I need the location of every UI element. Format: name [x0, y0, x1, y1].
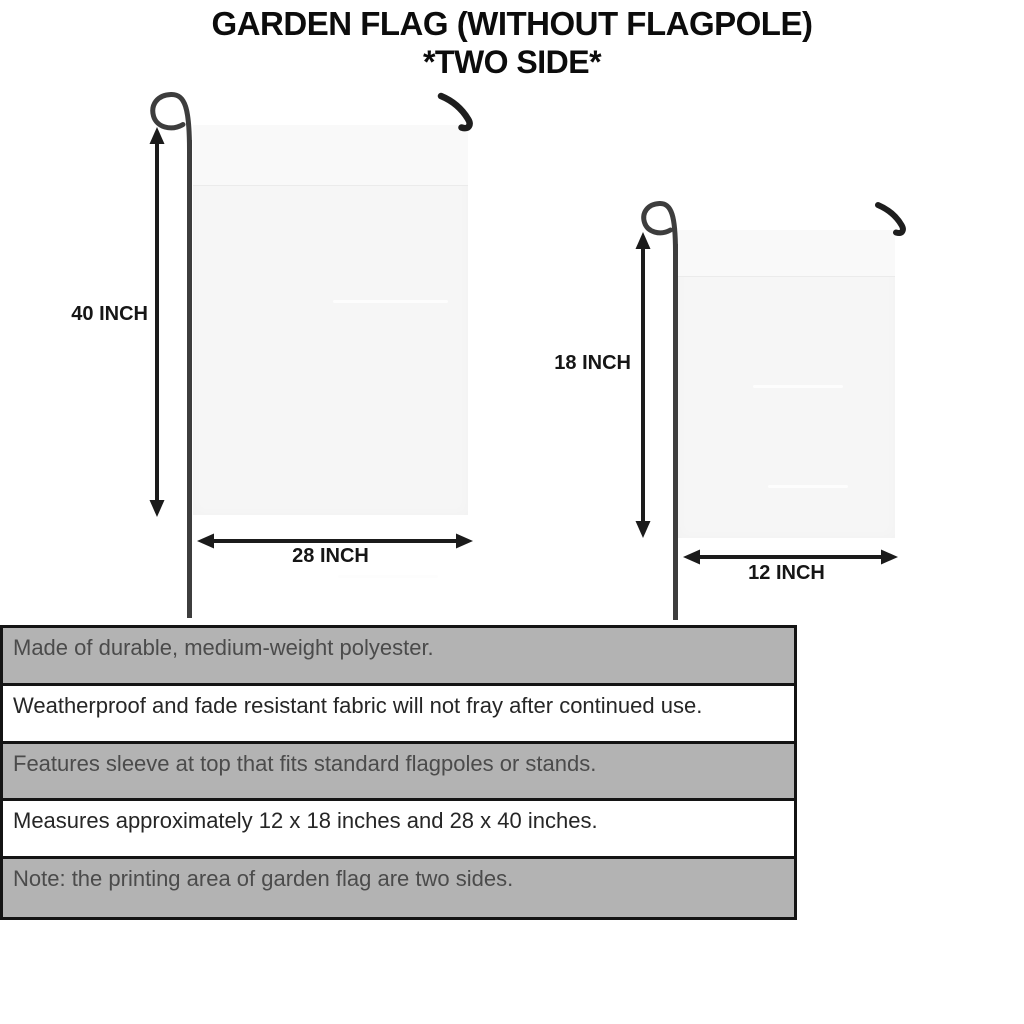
feature-row: Note: the printing area of garden flag are two sides.	[3, 859, 794, 917]
large-height-label: 40 INCH	[71, 303, 148, 325]
small-width-label: 12 INCH	[748, 562, 825, 584]
small-hanger-hook-icon	[878, 205, 903, 233]
small-flag-sleeve	[678, 230, 895, 277]
feature-row: Features sleeve at top that fits standard flagpoles or stands.	[3, 744, 794, 802]
large-hanger-hook-icon	[441, 96, 470, 128]
feature-table	[0, 625, 797, 920]
small-pole-loop-icon	[644, 203, 676, 252]
large-height-arrow	[150, 127, 165, 517]
small-height-arrow	[636, 232, 651, 538]
large-pole-loop-icon	[153, 94, 190, 150]
title-line-2: *TWO SIDE*	[422, 44, 602, 80]
feature-row: Weatherproof and fade resistant fabric will not fray after continued use.	[3, 686, 794, 744]
fabric-crease	[333, 300, 448, 303]
feature-row: Made of durable, medium-weight polyester.	[3, 628, 794, 686]
page-title	[0, 4, 1024, 80]
fabric-crease	[768, 485, 848, 488]
feature-row: Measures approximately 12 x 18 inches and 28 x 40 inches.	[3, 801, 794, 859]
large-flag-preview	[193, 125, 468, 515]
small-flag-preview	[678, 230, 895, 538]
fabric-crease	[338, 575, 438, 578]
large-flag-sleeve	[193, 125, 468, 186]
large-width-label: 28 INCH	[292, 545, 369, 567]
fabric-crease	[753, 385, 843, 388]
small-height-label: 18 INCH	[554, 352, 631, 374]
title-line-1: GARDEN FLAG (WITHOUT FLAGPOLE)	[211, 5, 813, 42]
